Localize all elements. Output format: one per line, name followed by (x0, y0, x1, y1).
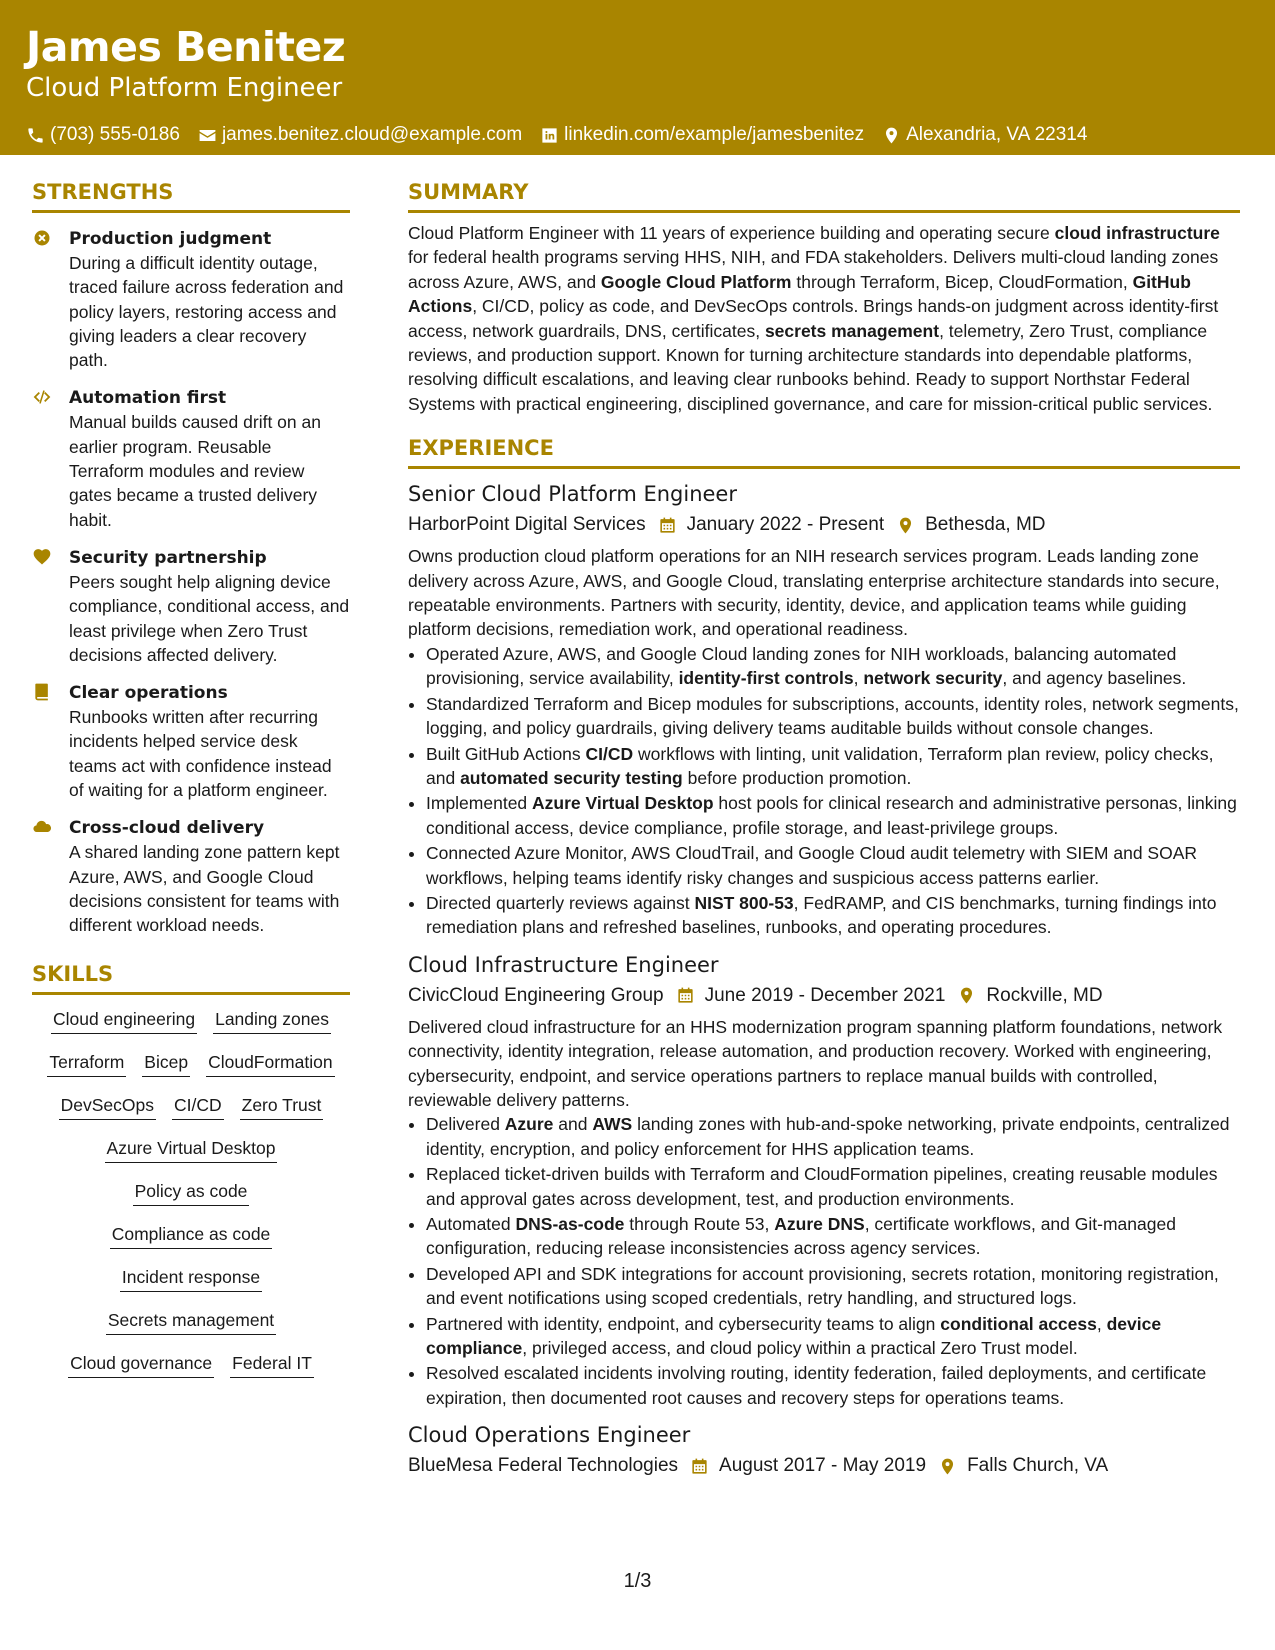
strength-item (32, 546, 350, 667)
strength-title: Clear operations (69, 683, 228, 704)
bullet-text: , and agency baselines. (1002, 668, 1187, 689)
bullet-text: landing zones with hub-and-spoke networking, private endpoints, centralized identity, encryption, and policy enforcement for HHS application teams. (426, 1114, 1230, 1159)
bullet-emphasis: Azure Virtual Desktop (532, 793, 714, 814)
strength-desc: Manual builds caused drift on an earlier program. Reusable Terraform modules and review gates became a trusted delivery habit. (69, 412, 321, 530)
bullet-text: Replaced ticket-driven builds with Terraform and CloudFormation pipelines, creating reusable modules and approval gates across development, test, and production environments. (426, 1164, 1218, 1209)
job-dates: August 2017 - May 2019 (719, 1455, 927, 1477)
contact-linkedin-text: linkedin.com/example/jamesbenitez (564, 124, 865, 145)
skill-tag: Compliance as code (110, 1222, 273, 1249)
calendar-icon (658, 516, 677, 535)
job-company: BlueMesa Federal Technologies (408, 1455, 679, 1477)
job-dates: June 2019 - December 2021 (704, 984, 946, 1006)
job-description: Delivered cloud infrastructure for an HHS modernization program spanning platform foundations, network connectivity, identity integration, release automation, and production recovery. Worked with engineering, cybersecurity, endpoint, and service operations partners to replace manual builds with controlled, reviewable delivery patterns. (408, 1016, 1223, 1110)
left-column (32, 178, 350, 1394)
skills-heading: SKILLS (32, 960, 350, 995)
bullet-text: before production promotion. (682, 767, 912, 788)
skill-tag: Cloud governance (68, 1351, 214, 1378)
job-bullet (426, 791, 1240, 840)
crosshair-icon (32, 228, 52, 248)
bullet-emphasis: Azure (504, 1114, 554, 1135)
bullet-text: Partnered with identity, endpoint, and cybersecurity teams to align (426, 1313, 941, 1334)
skill-tag: Secrets management (106, 1308, 276, 1335)
bullet-text: Standardized Terraform and Bicep modules for subscriptions, accounts, identity roles, network segments, logging, and policy guardrails, giving delivery teams auditable builds without console changes. (426, 693, 1239, 739)
resume-header (0, 0, 1275, 155)
bullet-emphasis: AWS (592, 1114, 633, 1135)
skill-tag: DevSecOps (59, 1093, 156, 1120)
summary-emphasis: secrets management (764, 320, 940, 341)
code-icon (32, 387, 52, 407)
skill-tag: Incident response (120, 1265, 262, 1292)
summary-emphasis: Google Cloud Platform (600, 271, 792, 292)
job-bullet (426, 1212, 1240, 1261)
strength-desc: During a difficult identity outage, traced failure across federation and policy layers, restoring access and giving leaders a clear recovery path. (69, 253, 344, 371)
contact-phone-text: (703) 555-0186 (50, 124, 180, 145)
envelope-icon (198, 126, 217, 145)
skill-tag: CloudFormation (206, 1050, 335, 1077)
strength-desc: Peers sought help aligning device compliance, conditional access, and least privilege when Zero Trust decisions affected delivery. (69, 571, 350, 665)
calendar-icon (676, 986, 695, 1005)
job-title: Senior Cloud Platform Engineer (408, 482, 737, 507)
job-bullet (426, 1162, 1240, 1211)
summary-text: for federal health programs serving HHS, NIH, and FDA stakeholders. Delivers multi-cloud landing zones across Azure, AWS, and (408, 247, 1219, 292)
skill-tag: Terraform (47, 1050, 126, 1077)
bullet-text: Directed quarterly reviews against (426, 892, 695, 913)
map-pin-icon (882, 126, 901, 145)
job-description: Owns production cloud platform operations for an NIH research services program. Leads landing zone delivery across Azure, AWS, and Google Cloud, translating enterprise architecture standards into secure, repeatable environments. Partners with security, identity, device, and application teams while guiding platform decisions, remediation work, and operational readiness. (408, 546, 1220, 640)
bullet-emphasis: conditional access (940, 1313, 1097, 1334)
summary-text: Cloud Platform Engineer with 11 years of experience building and operating secure (408, 223, 1055, 243)
bullet-text: Connected Azure Monitor, AWS CloudTrail, and Google Cloud audit telemetry with SIEM and SOAR workflows, helping teams identify risky changes and suspicious access patterns earlier. (426, 843, 1198, 888)
strength-desc: Runbooks written after recurring incidents helped service desk teams act with confidence instead of waiting for a platform engineer. (69, 707, 332, 801)
page-number: 1/3 (623, 1570, 652, 1592)
skill-row (32, 1007, 350, 1034)
bullet-emphasis: automated security testing (460, 767, 683, 788)
summary-heading: SUMMARY (408, 178, 1240, 213)
skill-tag: Zero Trust (240, 1093, 324, 1120)
bullet-text: , FedRAMP, and CIS benchmarks, turning findings into remediation plans and refreshed baselines, runbooks, and operating procedures. (426, 892, 1217, 938)
bullet-text: , (853, 668, 864, 689)
skill-row (32, 1093, 350, 1120)
skill-tag: Cloud engineering (51, 1007, 197, 1034)
contact-phone[interactable] (26, 124, 180, 146)
contact-bar (26, 124, 1249, 146)
job-location: Bethesda, MD (925, 514, 1046, 536)
skill-row (32, 1179, 350, 1206)
contact-linkedin[interactable] (540, 124, 864, 146)
job-entry (408, 1420, 1240, 1480)
bullet-text: Developed API and SDK integrations for account provisioning, secrets rotation, monitoring registration, and event notifications using scoped credentials, retry handling, and structured logs. (426, 1263, 1219, 1309)
job-title: Cloud Operations Engineer (408, 1423, 691, 1448)
phone-icon (26, 126, 45, 145)
job-bullet (426, 692, 1240, 741)
bullet-emphasis: network security (863, 668, 1003, 689)
candidate-role: Cloud Platform Engineer (26, 73, 343, 103)
strength-title: Production judgment (69, 229, 272, 249)
cloud-icon (32, 817, 52, 837)
skills-list (32, 1007, 350, 1378)
bullet-text: Built GitHub Actions (426, 743, 586, 764)
summary-text: , CI/CD, policy as code, and DevSecOps controls. Brings hands-on judgment across identity-first access, network guardrails, DNS, certificates, (408, 296, 1219, 341)
bullet-emphasis: device compliance (426, 1313, 1162, 1359)
summary-text: through Terraform, Bicep, CloudFormation, (791, 271, 1133, 292)
bullet-text: workflows with linting, unit validation, Terraform plan review, policy checks, and (426, 743, 1214, 788)
skill-tag: Federal IT (230, 1351, 314, 1378)
skill-row (32, 1351, 350, 1378)
strength-item (32, 681, 350, 802)
contact-location (882, 124, 1087, 146)
job-bullet (426, 742, 1240, 791)
candidate-name: James Benitez (26, 23, 346, 71)
job-meta (408, 1452, 1240, 1480)
bullet-text: and (553, 1114, 593, 1135)
job-entry (408, 479, 1240, 940)
strength-title: Cross-cloud delivery (69, 818, 265, 839)
experience-list (408, 479, 1240, 1480)
skill-row (32, 1050, 350, 1077)
bullet-text: , certificate workflows, and Git-managed configuration, reducing release inconsistencies across agency services. (426, 1214, 1176, 1259)
strength-title: Security partnership (69, 547, 267, 568)
job-location: Rockville, MD (986, 984, 1103, 1006)
bullet-emphasis: Azure DNS (774, 1214, 865, 1234)
heart-icon (32, 547, 52, 567)
skill-row (32, 1222, 350, 1249)
job-dates: January 2022 - Present (686, 514, 885, 536)
strength-item (32, 386, 350, 531)
strength-desc: A shared landing zone pattern kept Azure, AWS, and Google Cloud decisions consistent for teams with different workload needs. (69, 842, 340, 936)
contact-email-text: james.benitez.cloud@example.com (221, 124, 523, 145)
job-bullet (426, 1262, 1240, 1311)
bullet-emphasis: DNS-as-code (515, 1214, 625, 1234)
job-bullet (426, 1312, 1240, 1361)
job-company: CivicCloud Engineering Group (408, 984, 664, 1006)
skill-tag: Landing zones (213, 1007, 331, 1034)
job-company: HarborPoint Digital Services (408, 514, 646, 536)
bullet-text: host pools for clinical research and administrative personas, linking conditional access, device compliance, profile storage, and least-privilege groups. (426, 793, 1237, 838)
skill-row (32, 1308, 350, 1335)
bullet-text: Delivered (426, 1114, 505, 1135)
bullet-text: , (1096, 1313, 1107, 1334)
right-column (408, 178, 1240, 1480)
map-pin-icon (938, 1457, 957, 1476)
map-pin-icon (957, 986, 976, 1005)
bullet-text: Implemented (426, 793, 533, 814)
book-icon (32, 682, 52, 702)
job-bullet (426, 891, 1240, 940)
summary-emphasis: GitHub Actions (408, 271, 1191, 317)
job-bullet (426, 1112, 1240, 1161)
job-bullets (408, 642, 1240, 940)
strength-title: Automation first (69, 388, 227, 409)
job-bullet (426, 841, 1240, 890)
summary-text: , telemetry, Zero Trust, compliance reviews, and production support. Known for turning architecture standards into dependable platforms, resolving difficult escalations, and leaving clear runbooks behind. Ready to support Northstar Federal Systems with practical engineering, disciplined governance, and care for mission-critical public services. (408, 320, 1213, 414)
summary-text (408, 221, 1240, 416)
job-entry (408, 950, 1240, 1411)
bullet-text: , privileged access, and cloud policy within a practical Zero Trust model. (522, 1338, 1078, 1359)
skill-row (32, 1265, 350, 1292)
job-meta (408, 982, 1240, 1010)
calendar-icon (690, 1457, 709, 1476)
job-title: Cloud Infrastructure Engineer (408, 952, 719, 977)
experience-heading: EXPERIENCE (408, 434, 1240, 469)
linkedin-icon (540, 126, 559, 145)
strength-item (32, 227, 350, 372)
job-location: Falls Church, VA (967, 1455, 1109, 1477)
skill-tag: Bicep (142, 1050, 190, 1077)
skill-tag: Azure Virtual Desktop (105, 1136, 278, 1163)
job-bullet (426, 642, 1240, 691)
job-meta (408, 511, 1240, 539)
bullet-text: Operated Azure, AWS, and Google Cloud landing zones for NIH workloads, balancing automated provisioning, service availability, (426, 643, 1177, 689)
bullet-emphasis: NIST 800-53 (694, 892, 794, 913)
skill-tag: CI/CD (172, 1093, 224, 1120)
skill-row (32, 1136, 350, 1163)
job-bullets (408, 1112, 1240, 1410)
bullet-emphasis: CI/CD (585, 743, 634, 764)
bullet-text: through Route 53, (624, 1214, 775, 1234)
skill-tag: Policy as code (133, 1179, 250, 1206)
summary-emphasis: cloud infrastructure (1054, 223, 1220, 243)
bullet-text: Automated (426, 1214, 516, 1234)
bullet-text: Resolved escalated incidents involving routing, identity federation, failed deployments, and certificate expiration, then documented root causes and recovery steps for operations teams. (426, 1363, 1207, 1408)
strengths-heading: STRENGTHS (32, 178, 350, 213)
contact-location-text: Alexandria, VA 22314 (906, 124, 1088, 145)
contact-email[interactable] (198, 124, 522, 146)
job-bullet (426, 1361, 1240, 1410)
strength-item (32, 816, 350, 937)
bullet-emphasis: identity-first controls (678, 668, 854, 689)
map-pin-icon (896, 516, 915, 535)
